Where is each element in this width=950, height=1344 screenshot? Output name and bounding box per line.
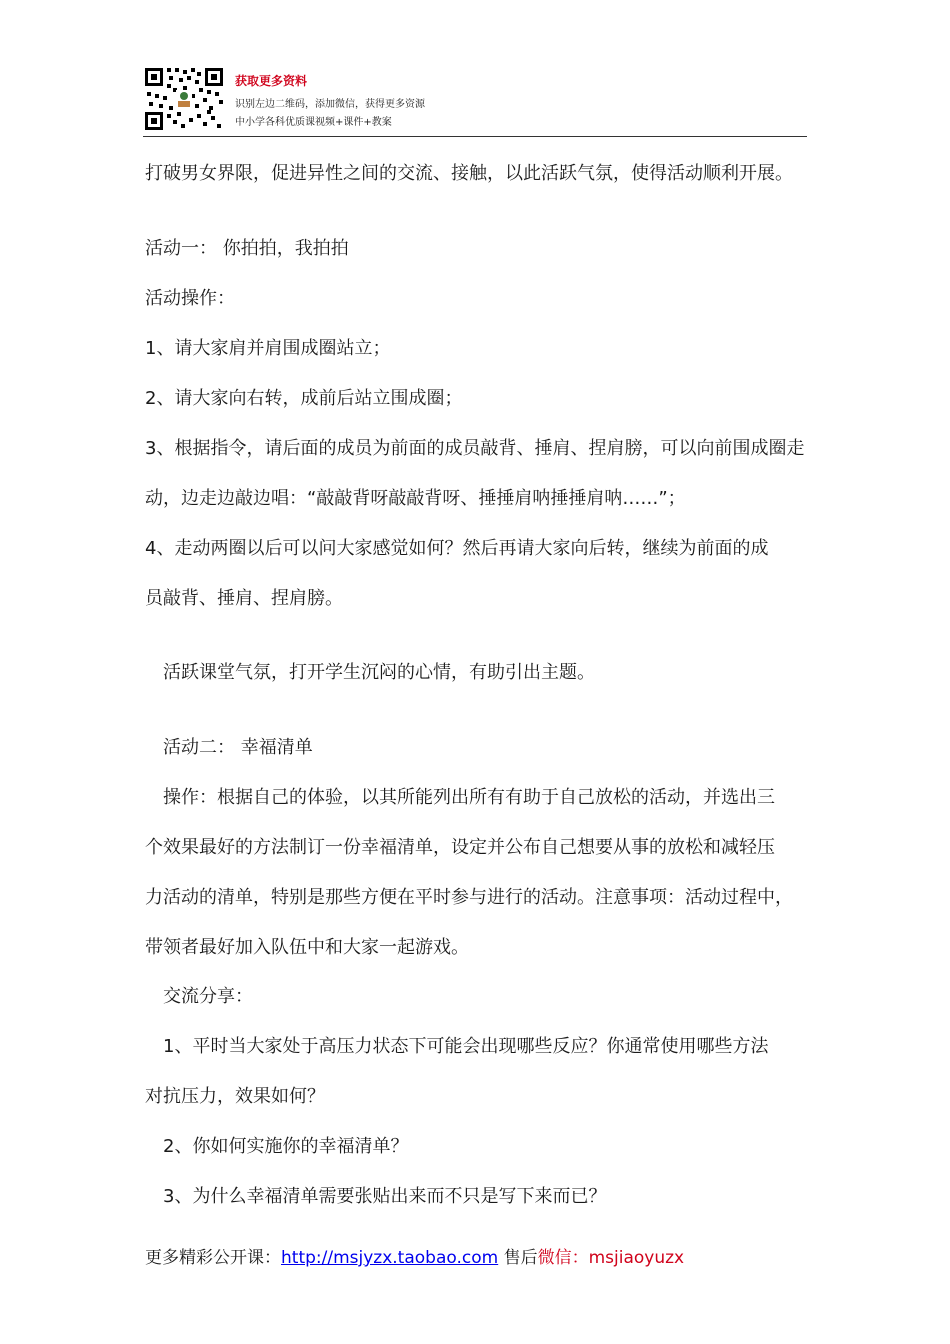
step-4-line-2: 员敲背、捶肩、捏肩膀。 xyxy=(145,588,343,609)
footer-link[interactable]: http://msjyzx.taobao.com xyxy=(281,1248,499,1268)
footer-wechat-label: 微信： xyxy=(537,1248,589,1268)
document-header xyxy=(143,62,807,137)
question-1-line-1: 1、平时当大家处于高压力状态下可能会出现哪些反应？你通常使用哪些方法 xyxy=(163,1036,769,1057)
footer-after: 售后 xyxy=(503,1248,538,1268)
step-3-line-2: 动，边走边敲边唱：“敲敲背呀敲敲背呀、捶捶肩呐捶捶肩呐……”； xyxy=(145,488,686,509)
step-1: 1、请大家肩并肩围成圈站立； xyxy=(145,338,391,359)
paragraph-1: 打破男女界限，促进异性之间的交流、接触，以此活跃气氛，使得活动顺利开展。 xyxy=(145,163,793,184)
document-footer xyxy=(145,1243,684,1268)
step-4-line-1: 4、走动两圈以后可以问大家感觉如何？然后再请大家向后转，继续为前面的成 xyxy=(145,538,769,559)
footer-prefix: 更多精彩公开课： xyxy=(145,1248,281,1268)
activity-2-title: 活动二： 幸福清单 xyxy=(163,737,313,758)
activity-2-operation-line-2: 个效果最好的方法制订一份幸福清单，设定并公布自己想要从事的放松和减轻压 xyxy=(145,837,775,858)
activity-1-operation-label: 活动操作： xyxy=(145,288,235,309)
header-line-1: 识别左边二维码，添加微信，获得更多资源 xyxy=(235,99,425,110)
sharing-label: 交流分享： xyxy=(163,986,253,1007)
step-3-line-1: 3、根据指令，请后面的成员为前面的成员敲背、捶肩、捏肩膀，可以向前围成圈走 xyxy=(145,438,805,459)
question-1-line-2: 对抗压力，效果如何？ xyxy=(145,1086,325,1107)
qr-code-icon xyxy=(143,66,225,132)
purpose-text: 活跃课堂气氛，打开学生沉闷的心情，有助引出主题。 xyxy=(163,662,595,683)
question-3: 3、为什么幸福清单需要张贴出来而不只是写下来而已？ xyxy=(163,1186,607,1207)
footer-wechat-id: msjiaoyuzx xyxy=(588,1248,685,1268)
activity-2-operation-line-3: 力活动的清单，特别是那些方便在平时参与进行的活动。注意事项：活动过程中， xyxy=(145,887,793,908)
question-2: 2、你如何实施你的幸福清单？ xyxy=(163,1136,409,1157)
header-title: 获取更多资料 xyxy=(235,74,308,88)
step-2: 2、请大家向右转，成前后站立围成圈； xyxy=(145,388,463,409)
activity-2-operation-line-4: 带领者最好加入队伍中和大家一起游戏。 xyxy=(145,937,469,958)
activity-2-operation-line-1: 操作：根据自己的体验，以其所能列出所有有助于自己放松的活动，并选出三 xyxy=(163,787,775,808)
activity-1-title: 活动一： 你拍拍，我拍拍 xyxy=(145,238,349,259)
header-line-2: 中小学各科优质课视频+课件+教案 xyxy=(235,117,392,128)
